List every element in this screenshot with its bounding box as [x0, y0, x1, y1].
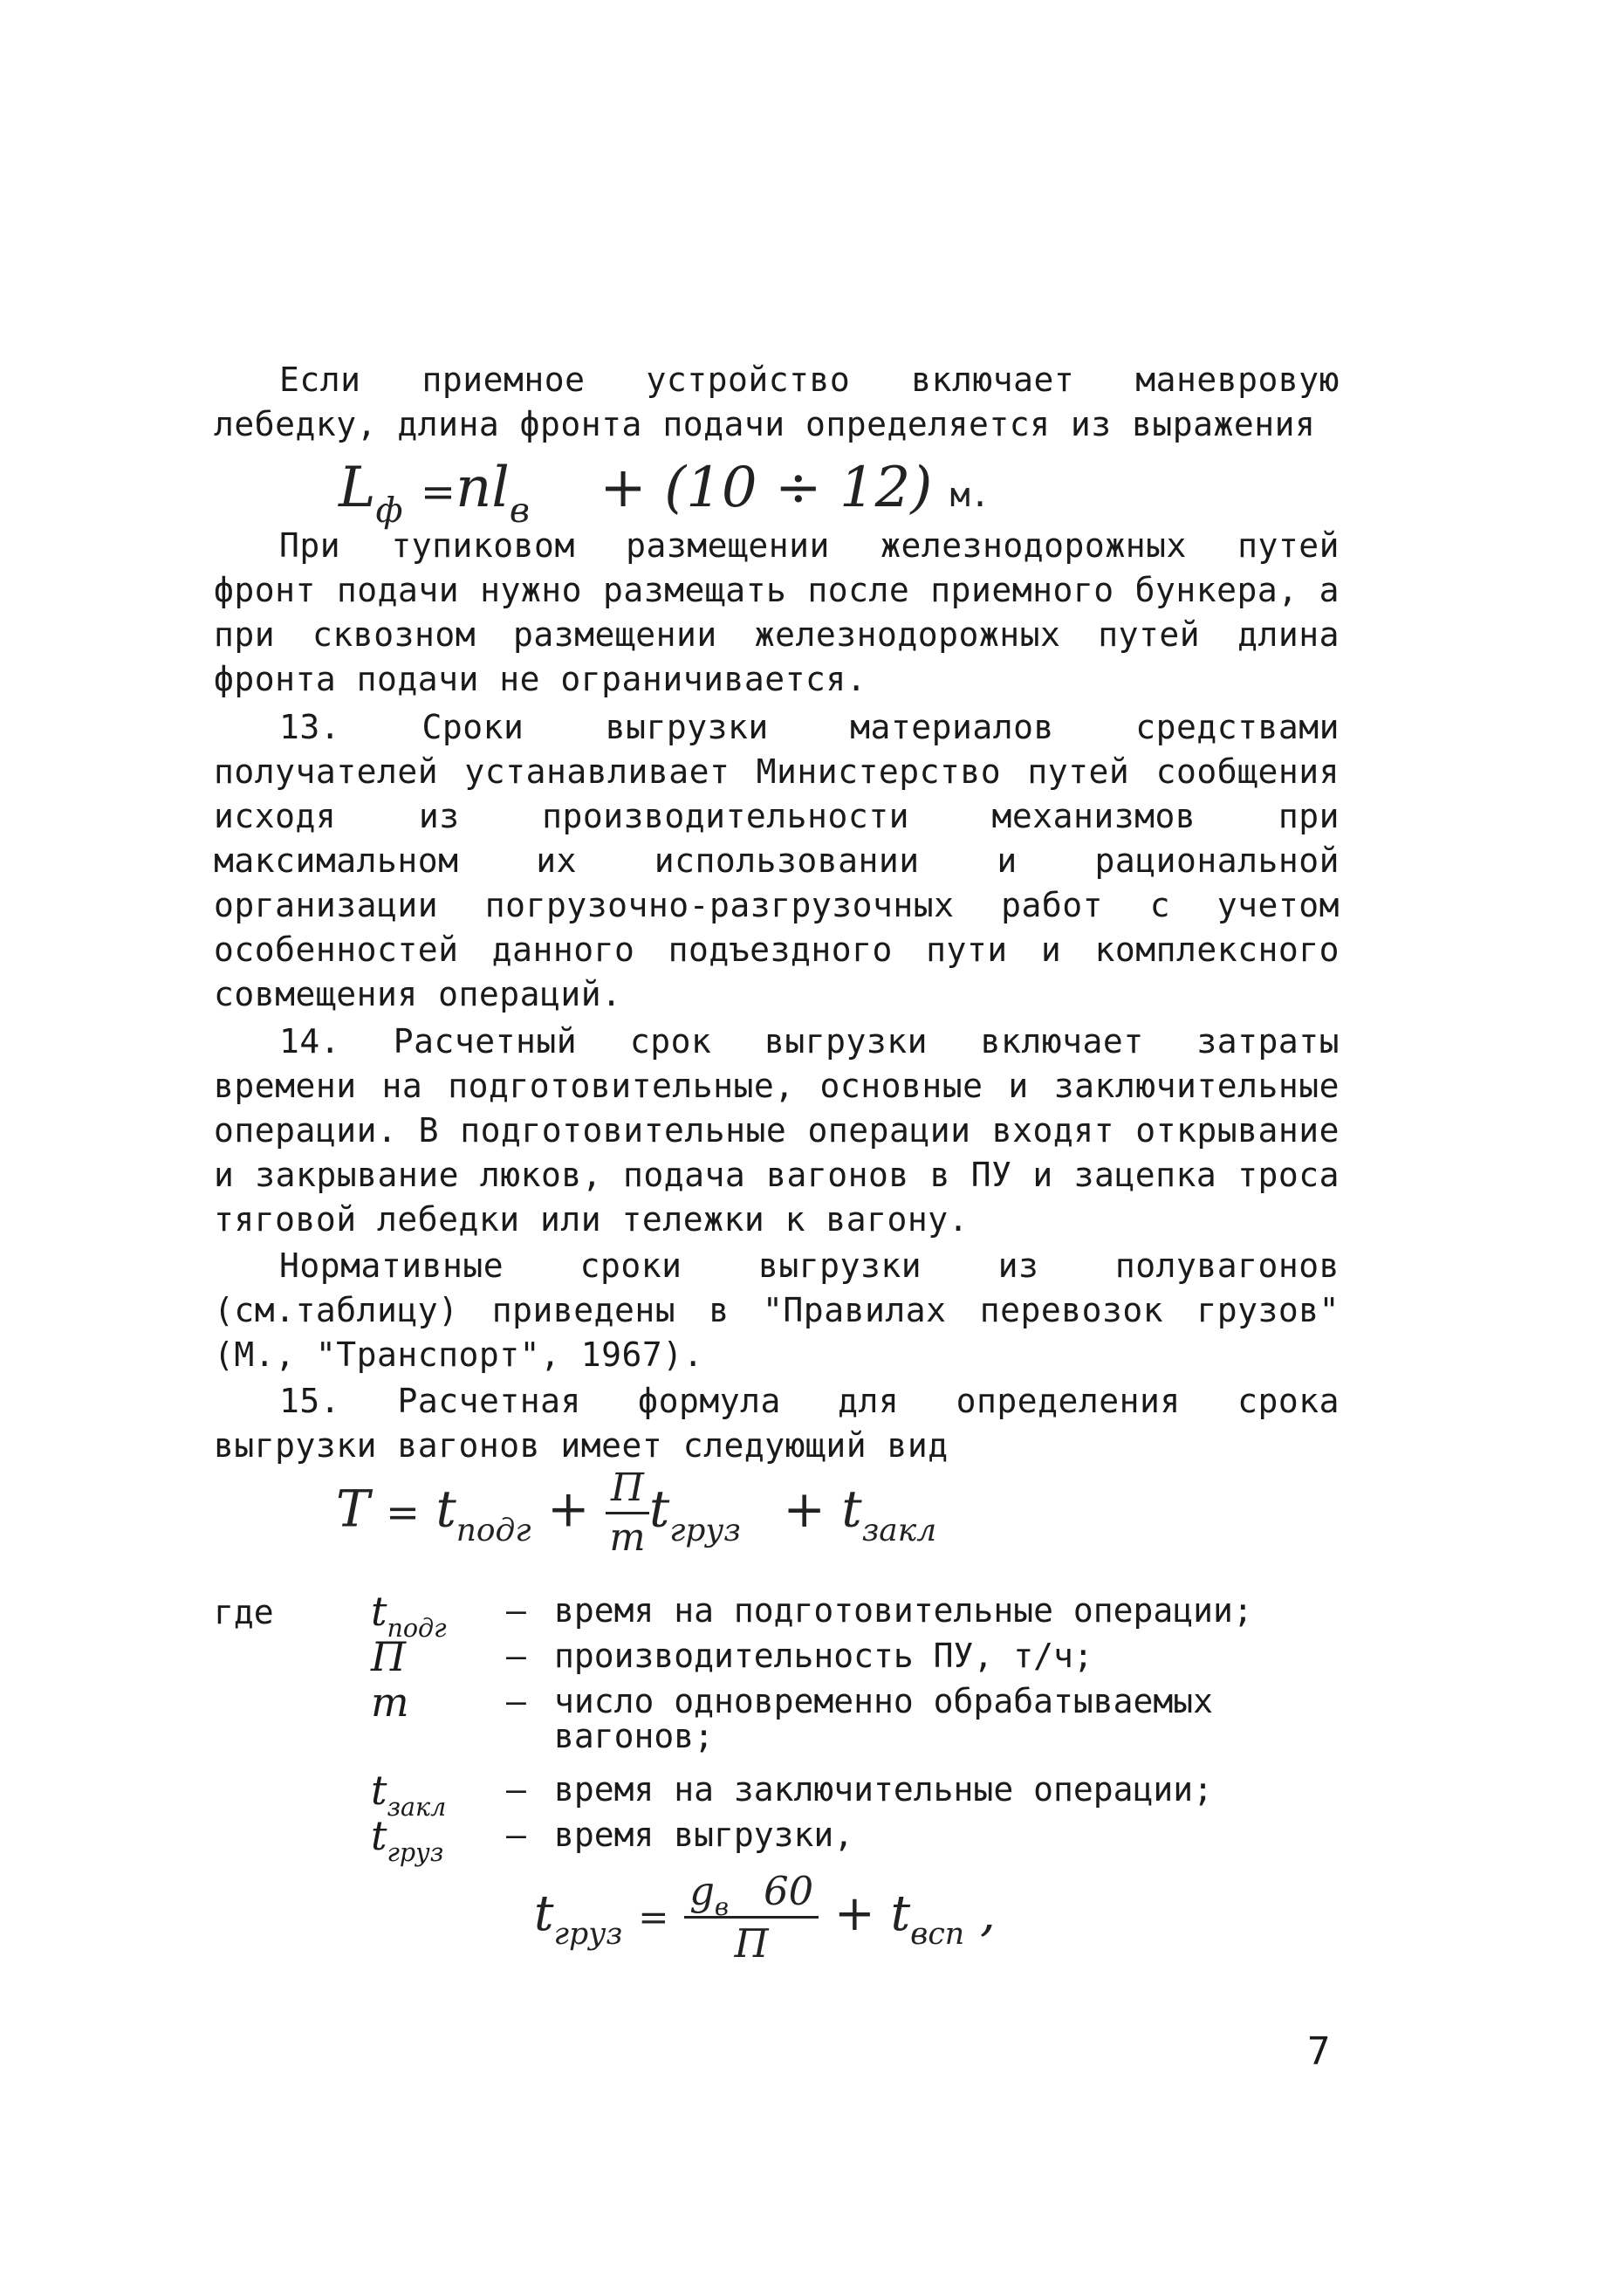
formula3-t2: t — [890, 1885, 911, 1942]
formula2-plus1: + — [546, 1479, 590, 1539]
formula2-t3-subscript: закл — [861, 1512, 937, 1548]
paragraph-item-14: 14. Расчетный срок выгрузки включает затраты времени на подготовительные, основные и заключительные операции. В подготовительные операции входят открывание и закрывание люков, подача вагонов в ПУ и зацепка троса тяговой лебедки или тележки к вагону. — [214, 1022, 1340, 1239]
formula-front-length — [339, 456, 990, 531]
legend-symbol: $t_{подг}$ — [371, 1588, 447, 1643]
legend-description: – производительность ПУ, т/ч; — [506, 1637, 1093, 1675]
legend-description: – время на заключительные операции; — [506, 1770, 1213, 1809]
legend-symbol: $t_{закл}$ — [371, 1767, 447, 1822]
formula-n: n — [456, 456, 492, 520]
formula-equals: = — [420, 468, 456, 517]
formula-unload-duration — [534, 1868, 996, 1967]
formula-l: l — [491, 456, 510, 520]
formula2-plus2: + — [783, 1479, 826, 1539]
paragraph-norms: Нормативные сроки выгрузки из полувагонов (см.таблицу) приведены в "Правилах перевозок грузов" (М., "Транспорт", 1967). — [214, 1246, 1340, 1374]
paragraph-winch: Если приемное устройство включает маневровую лебедку, длина фронта подачи определяется из выражения — [214, 360, 1340, 443]
legend-description: – время на подготовительные операции; — [506, 1591, 1253, 1630]
legend-row — [214, 1812, 1348, 1867]
legend-row — [214, 1633, 1348, 1684]
legend-symbol: m — [371, 1679, 409, 1726]
formula2-T: T — [336, 1479, 370, 1539]
legend-description: – число одновременно обрабатываемых вагонов; — [506, 1682, 1213, 1755]
legend-row — [214, 1588, 1348, 1643]
formula3-equals: = — [638, 1896, 669, 1939]
formula2-t1: t — [435, 1479, 456, 1539]
formula-range: (10 ÷ 12) — [664, 456, 933, 520]
formula3-t: t — [534, 1885, 554, 1942]
formula3-rhs-subscript: всп — [910, 1916, 965, 1952]
formula3-lhs-subscript: груз — [553, 1916, 623, 1952]
formula-lhs-subscript: ф — [375, 490, 403, 531]
formula3-numerator: $g_в$ 60 — [684, 1868, 819, 1919]
legend-symbol: П — [371, 1633, 407, 1680]
formula2-t2: t — [648, 1479, 670, 1539]
formula2-numerator: П — [606, 1466, 649, 1514]
formula2-fraction — [606, 1466, 649, 1560]
legend-description: – время выгрузки, — [506, 1816, 854, 1854]
paragraph-item-15: 15. Расчетная формула для определения срока выгрузки вагонов имеет следующий вид — [214, 1382, 1340, 1465]
formula3-comma: , — [979, 1885, 996, 1942]
paragraph-dead-end: При тупиковом размещении железнодорожных путей фронт подачи нужно размещать после приемного бункера, а при сквозном размещении железнодорожных путей длина фронта подачи не ограничивается. — [214, 526, 1340, 698]
page-number: 7 — [1307, 2029, 1331, 2074]
legend-row — [214, 1679, 1348, 1762]
legend-symbol: $t_{груз}$ — [371, 1812, 444, 1867]
legend-row — [214, 1767, 1348, 1822]
formula3-plus: + — [833, 1885, 875, 1942]
formula3-fraction — [684, 1868, 819, 1967]
formula3-denominator: П — [734, 1920, 769, 1967]
formula2-t1-subscript: подг — [456, 1512, 531, 1548]
formula2-t3: t — [841, 1479, 862, 1539]
formula-unload-time — [336, 1466, 936, 1560]
legend-where: где — [214, 1593, 274, 1631]
formula-l-subscript: в — [509, 490, 530, 531]
formula2-denominator: m — [609, 1516, 646, 1560]
paragraph-item-13: 13. Сроки выгрузки материалов средствами получателей устанавливает Министерство путей сообщения исходя из производительности механизмов при максимальном их использовании и рациональной организации погрузочно-разгрузочных работ с учетом особенностей данного подъездного пути и комплексного совмещения операций. — [214, 708, 1340, 1013]
formula2-t2-subscript: груз — [669, 1512, 741, 1548]
formula-unit: м. — [949, 476, 990, 514]
formula-plus: + — [600, 456, 647, 520]
formula-lhs: L — [339, 456, 376, 520]
formula2-equals: = — [386, 1488, 420, 1536]
